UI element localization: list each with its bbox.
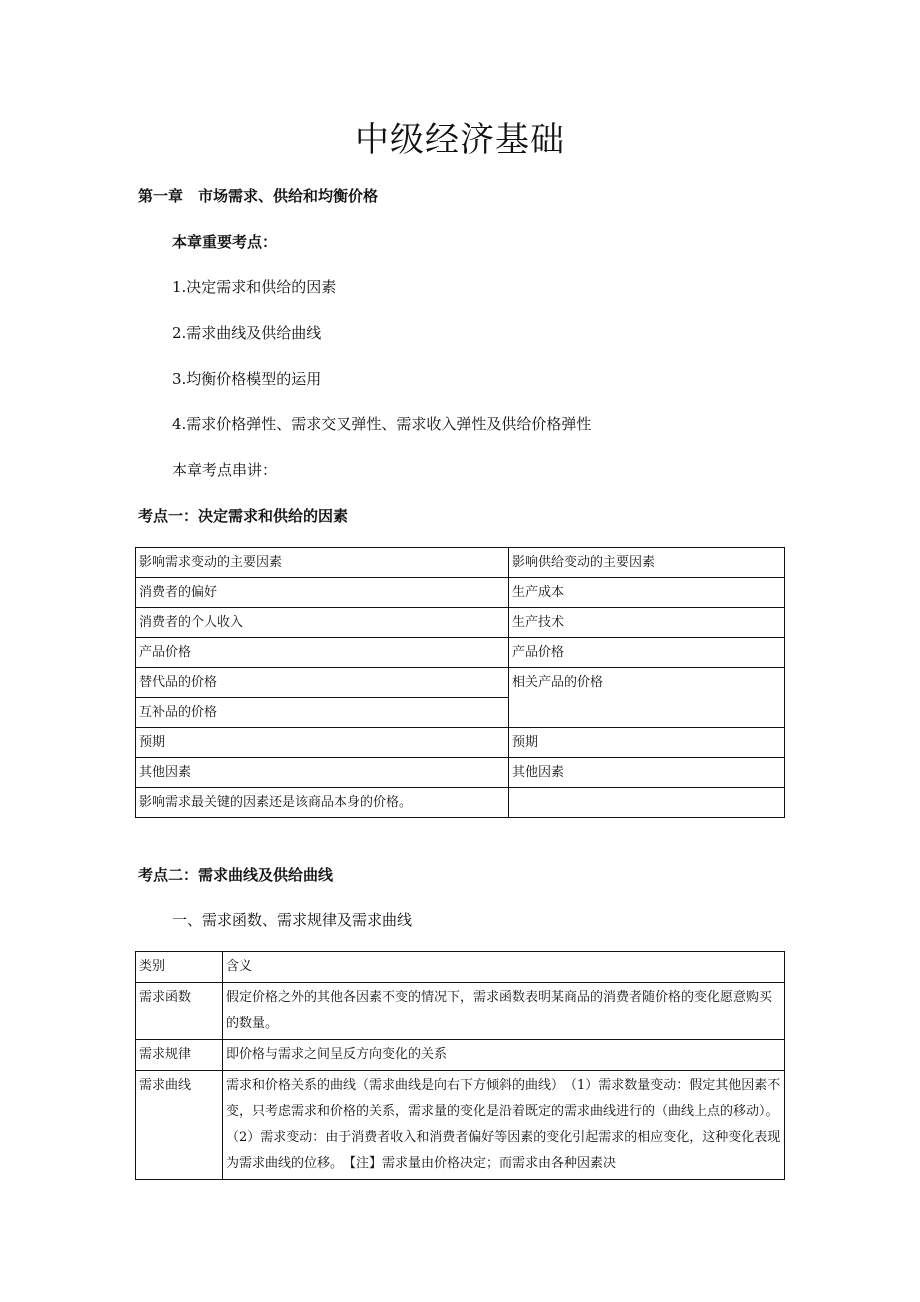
point1-heading: 考点一：决定需求和供给的因素 xyxy=(138,507,349,525)
key-point-3: 3.均衡价格模型的运用 xyxy=(172,370,322,388)
table-cell: 其他因素 xyxy=(136,758,509,788)
review-label: 本章考点串讲： xyxy=(172,461,278,479)
key-point-1: 1.决定需求和供给的因素 xyxy=(172,278,337,296)
table-cell: 产品价格 xyxy=(136,638,509,668)
table-cell: 消费者的个人收入 xyxy=(136,608,509,638)
table-header-cell: 影响需求变动的主要因素 xyxy=(136,548,509,578)
table-row xyxy=(136,1071,785,1180)
table-row xyxy=(136,788,785,818)
table-cell: 其他因素 xyxy=(509,758,785,788)
key-points-title: 本章重要考点： xyxy=(172,233,278,251)
table-cell: 产品价格 xyxy=(509,638,785,668)
table-header-cell: 含义 xyxy=(223,952,785,983)
page-title: 中级经济基础 xyxy=(355,120,565,160)
table-header-row xyxy=(136,952,785,983)
table-cell: 预期 xyxy=(136,728,509,758)
table-cell: 替代品的价格 xyxy=(136,668,509,698)
table-row xyxy=(136,758,785,788)
table-cell: 需求和价格关系的曲线（需求曲线是向右下方倾斜的曲线） （1）需求数量变动：假定其他因素不变，只考虑需求和价格的关系，需求量的变化是沿着既定的需求曲线进行的（曲线上点的移动）。 （2）需求变动：由于消费者收入和消费者偏好等因素的变化引起需求的相应变化，这种变化表现为需求曲线的位移。 【注】需求量由价格决定；而需求由各种因素决 xyxy=(223,1071,785,1180)
table-cell: 预期 xyxy=(509,728,785,758)
subsection-heading: 一、需求函数、需求规律及需求曲线 xyxy=(172,911,413,929)
demand-definitions-table xyxy=(135,951,785,1180)
table-header-row xyxy=(136,548,785,578)
key-point-2: 2.需求曲线及供给曲线 xyxy=(172,324,322,342)
chapter-heading: 第一章 市场需求、供给和均衡价格 xyxy=(138,187,379,205)
table-row xyxy=(136,578,785,608)
table-row xyxy=(136,668,785,698)
table-row xyxy=(136,983,785,1040)
table-cell: 假定价格之外的其他各因素不变的情况下，需求函数表明某商品的消费者随价格的变化愿意购买的数量。 xyxy=(223,983,785,1040)
table-cell: 影响需求最关键的因素还是该商品本身的价格。 xyxy=(136,788,509,818)
table-header-cell: 影响供给变动的主要因素 xyxy=(509,548,785,578)
table-header-cell: 类别 xyxy=(136,952,223,983)
point2-heading: 考点二：需求曲线及供给曲线 xyxy=(138,866,334,884)
table-row xyxy=(136,1040,785,1071)
table-cell: 即价格与需求之间呈反方向变化的关系 xyxy=(223,1040,785,1071)
table-cell: 需求规律 xyxy=(136,1040,223,1071)
table-cell: 生产成本 xyxy=(509,578,785,608)
table-cell: 消费者的偏好 xyxy=(136,578,509,608)
table-cell: 需求函数 xyxy=(136,983,223,1040)
table-cell: 相关产品的价格 xyxy=(509,668,785,728)
table-cell xyxy=(509,788,785,818)
table-cell: 生产技术 xyxy=(509,608,785,638)
table-cell: 互补品的价格 xyxy=(136,698,509,728)
table-cell: 需求曲线 xyxy=(136,1071,223,1180)
key-point-4: 4.需求价格弹性、需求交叉弹性、需求收入弹性及供给价格弹性 xyxy=(172,415,592,433)
table-row xyxy=(136,608,785,638)
table-row xyxy=(136,728,785,758)
demand-supply-factors-table xyxy=(135,547,785,818)
table-row xyxy=(136,638,785,668)
